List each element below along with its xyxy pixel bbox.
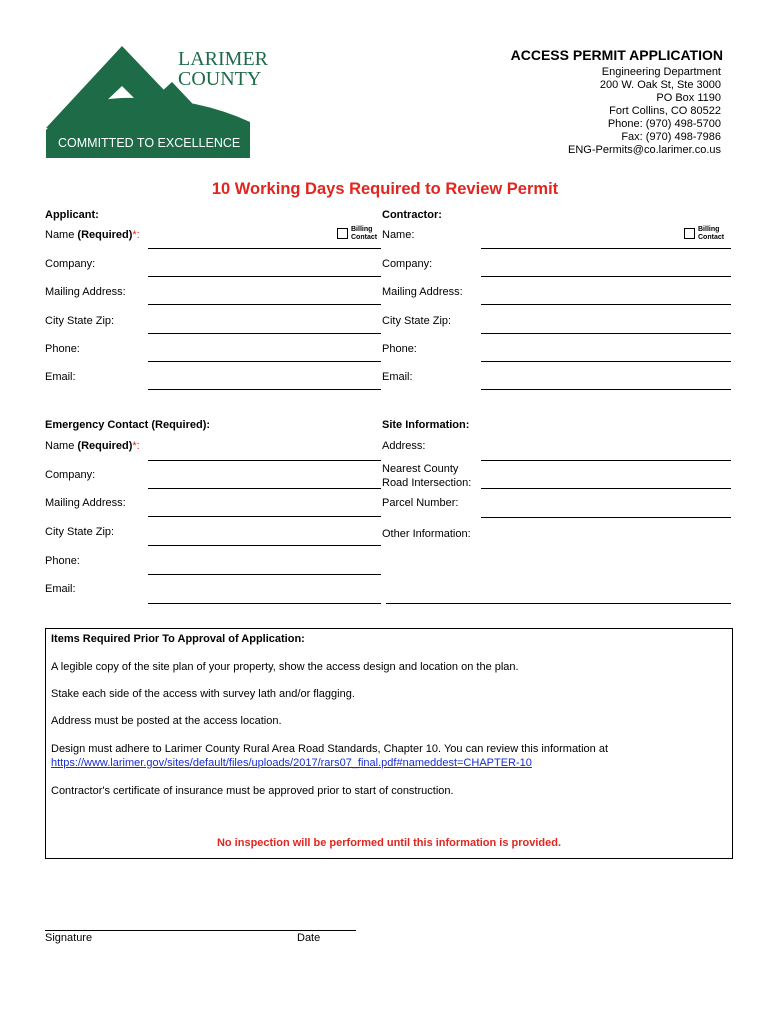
field-underline xyxy=(386,603,731,604)
contractor-email-input[interactable] xyxy=(481,373,731,387)
applicant-city-label: City State Zip: xyxy=(45,315,115,327)
form-title: ACCESS PERMIT APPLICATION xyxy=(510,47,723,63)
applicant-billing-contact-checkbox[interactable] xyxy=(337,228,348,239)
other-information-label: Other Information: xyxy=(382,528,471,540)
field-underline xyxy=(148,488,381,489)
field-underline xyxy=(481,276,731,277)
requirements-heading: Items Required Prior To Approval of Application: xyxy=(51,633,305,645)
department-address xyxy=(568,66,721,157)
field-underline xyxy=(481,333,731,334)
email-line: ENG-Permits@co.larimer.co.us xyxy=(568,144,721,156)
applicant-name-input[interactable] xyxy=(148,233,333,247)
logo-tagline: COMMITTED TO EXCELLENCE xyxy=(58,136,241,150)
emergency-company-label: Company: xyxy=(45,469,96,481)
site-information-heading: Site Information: xyxy=(382,419,470,431)
field-underline xyxy=(148,603,381,604)
applicant-phone-input[interactable] xyxy=(148,345,381,359)
emergency-mailing-label: Mailing Address: xyxy=(45,497,126,509)
intersection-input[interactable] xyxy=(481,472,731,486)
emergency-phone-input[interactable] xyxy=(148,558,381,572)
field-underline xyxy=(481,488,731,489)
field-underline xyxy=(148,389,381,390)
road-standards-link[interactable]: https://www.larimer.gov/sites/default/files/uploads/2017/rars07_final.pdf#nameddest=CHAPTER-10 xyxy=(51,757,532,769)
required-star: *: xyxy=(132,229,140,241)
county-logo xyxy=(44,44,268,158)
requirement-site-plan: A legible copy of the site plan of your property, show the access design and location on the plan. xyxy=(51,661,519,673)
requirement-address: Address must be posted at the access location. xyxy=(51,715,282,727)
emergency-name-input[interactable] xyxy=(148,444,381,458)
requirement-insurance: Contractor's certificate of insurance must be approved prior to start of construction. xyxy=(51,785,454,797)
logo-larimer-text: LARIMER xyxy=(178,48,268,70)
field-underline xyxy=(148,276,381,277)
parcel-number-label: Parcel Number: xyxy=(382,497,459,509)
contractor-heading: Contractor: xyxy=(382,209,442,221)
contractor-mailing-input[interactable] xyxy=(481,288,731,302)
site-address-label: Address: xyxy=(382,440,426,452)
field-underline xyxy=(481,361,731,362)
emergency-email-input[interactable] xyxy=(148,587,381,601)
applicant-heading: Applicant: xyxy=(45,209,99,221)
required-text: (Required) xyxy=(77,440,133,452)
contact-text: Contact xyxy=(351,234,378,241)
intersection-label xyxy=(382,462,471,490)
fax-line: Fax: (970) 498-7986 xyxy=(621,131,721,143)
field-underline xyxy=(148,516,381,517)
date-label: Date xyxy=(297,932,321,944)
emergency-name-label xyxy=(45,440,140,452)
field-underline xyxy=(148,361,381,362)
contractor-email-label: Email: xyxy=(382,371,413,383)
date-input[interactable] xyxy=(297,914,355,928)
contractor-company-label: Company: xyxy=(382,258,433,270)
emergency-contact-heading: Emergency Contact (Required): xyxy=(45,419,211,431)
contact-text: Contact xyxy=(698,234,725,241)
applicant-company-label: Company: xyxy=(45,258,96,270)
billing-text: Billing xyxy=(351,226,373,233)
contractor-phone-input[interactable] xyxy=(481,345,731,359)
contractor-billing-contact-checkbox[interactable] xyxy=(684,228,695,239)
field-underline xyxy=(481,304,731,305)
logo-county-text: COUNTY xyxy=(178,68,262,90)
emergency-city-label: City State Zip: xyxy=(45,526,115,538)
field-underline xyxy=(148,574,381,575)
contractor-phone-label: Phone: xyxy=(382,343,417,355)
name-text: Name xyxy=(45,229,78,241)
field-underline xyxy=(481,389,731,390)
review-time-banner: 10 Working Days Required to Review Permit xyxy=(211,180,559,198)
other-information-input[interactable] xyxy=(386,545,731,601)
address-line: Fort Collins, CO 80522 xyxy=(609,105,721,117)
emergency-email-label: Email: xyxy=(45,583,76,595)
contractor-name-input[interactable] xyxy=(481,233,679,247)
address-line: Engineering Department xyxy=(601,66,721,78)
field-underline xyxy=(481,460,731,461)
required-text: (Required) xyxy=(77,229,133,241)
contractor-city-input[interactable] xyxy=(481,317,731,331)
applicant-name-label xyxy=(45,229,140,241)
field-underline xyxy=(481,517,731,518)
inspection-warning: No inspection will be performed until this information is provided. xyxy=(216,837,562,849)
intersection-label-line2: Road Intersection: xyxy=(382,477,472,489)
field-underline xyxy=(148,545,381,546)
billing-text: Billing xyxy=(698,226,720,233)
applicant-email-label: Email: xyxy=(45,371,76,383)
signature-label: Signature xyxy=(45,932,93,944)
contractor-mailing-label: Mailing Address: xyxy=(382,286,463,298)
applicant-email-input[interactable] xyxy=(148,373,381,387)
address-line: PO Box 1190 xyxy=(656,92,721,104)
intersection-label-line1: Nearest County xyxy=(382,463,459,475)
emergency-phone-label: Phone: xyxy=(45,555,80,567)
requirement-stake: Stake each side of the access with survey lath and/or flagging. xyxy=(51,688,355,700)
applicant-phone-label: Phone: xyxy=(45,343,80,355)
emergency-mailing-input[interactable] xyxy=(148,500,381,514)
field-underline xyxy=(148,333,381,334)
signature-input[interactable] xyxy=(45,914,295,928)
site-address-input[interactable] xyxy=(481,444,731,458)
name-text: Name xyxy=(45,440,78,452)
phone-line: Phone: (970) 498-5700 xyxy=(607,118,721,130)
signature-line xyxy=(45,930,356,931)
contractor-billing-contact-label xyxy=(698,226,724,242)
applicant-mailing-label: Mailing Address: xyxy=(45,286,126,298)
applicant-mailing-input[interactable] xyxy=(148,288,381,302)
contractor-name-label: Name: xyxy=(382,229,415,241)
parcel-number-input[interactable] xyxy=(481,501,731,515)
requirement-design-standards: Design must adhere to Larimer County Rural Area Road Standards, Chapter 10. You can review this information at xyxy=(51,743,609,755)
contractor-company-input[interactable] xyxy=(481,260,731,274)
applicant-city-input[interactable] xyxy=(148,317,381,331)
field-underline xyxy=(148,460,381,461)
contractor-city-label: City State Zip: xyxy=(382,315,452,327)
field-underline xyxy=(481,248,731,249)
applicant-company-input[interactable] xyxy=(148,260,381,274)
address-line: 200 W. Oak St, Ste 3000 xyxy=(599,79,721,91)
required-star: *: xyxy=(132,440,140,452)
field-underline xyxy=(148,248,381,249)
emergency-company-input[interactable] xyxy=(148,472,381,486)
emergency-city-input[interactable] xyxy=(148,529,381,543)
field-underline xyxy=(148,304,381,305)
applicant-billing-contact-label xyxy=(351,226,377,242)
